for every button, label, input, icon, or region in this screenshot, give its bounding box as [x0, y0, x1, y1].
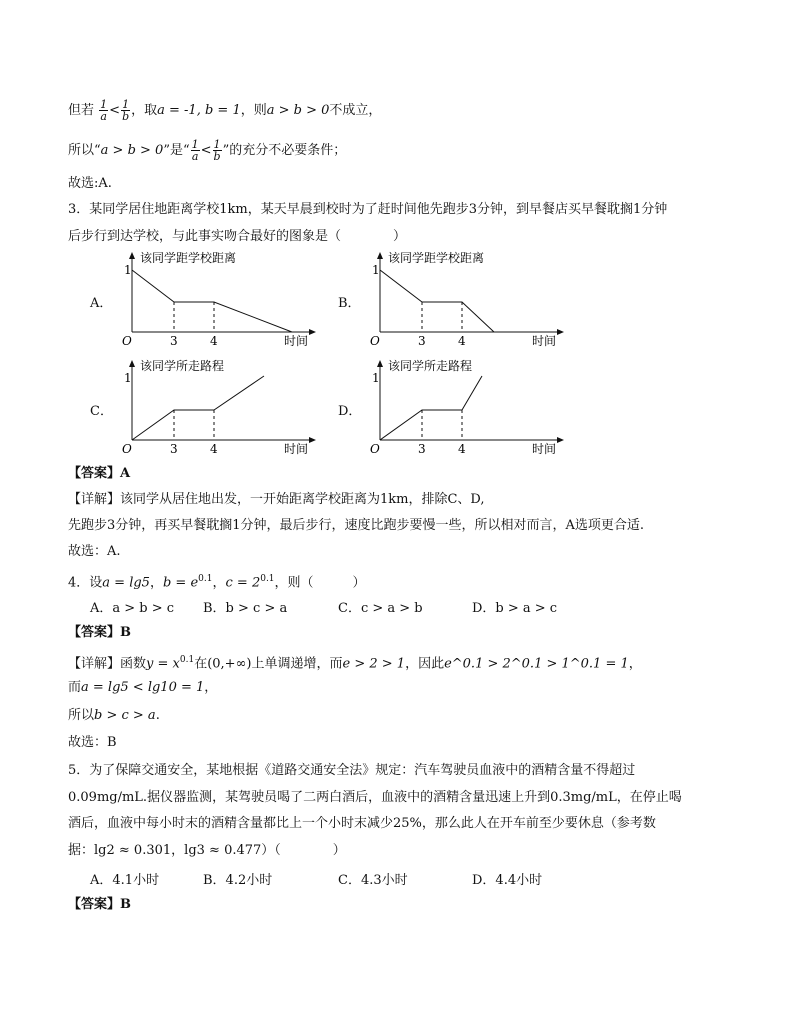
q4-option-a: A．a > b > c	[90, 601, 175, 616]
graph-a-letter: A．	[90, 296, 113, 311]
detail-3-line-1: 【详解】该同学从居住地出发，一开始距离学校距离为1km，排除C、D,	[68, 492, 485, 507]
graph-b-x-label: 时间	[532, 334, 557, 348]
graph-d-x-tick-4: 4	[458, 442, 466, 456]
graph-a-x-tick-4: 4	[210, 334, 218, 348]
graph-d-x-tick-3: 3	[418, 442, 426, 456]
graph-b-origin: O	[370, 334, 380, 348]
graph-c-title: 该同学所走路程	[140, 359, 225, 373]
graph-a	[112, 250, 322, 350]
graph-b-title: 该同学距学校距离	[388, 251, 485, 265]
graph-c-x-tick-4: 4	[210, 442, 218, 456]
graph-a-y-tick: 1	[124, 263, 132, 277]
q4-option-b: B．b > c > a	[203, 601, 288, 616]
graph-c-y-tick: 1	[124, 371, 132, 385]
graph-a-title: 该同学距学校距离	[140, 251, 237, 265]
answer-5: 【答案】B	[68, 897, 131, 912]
answer-4: 【答案】B	[68, 625, 131, 640]
question-5-line-1: 5．为了保障交通安全，某地根据《道路交通安全法》规定：汽车驾驶员血液中的酒精含量不得超过	[68, 763, 636, 778]
graph-b-x-tick-4: 4	[458, 334, 466, 348]
question-4: 4．设a = lg5，$b = e^{0.1}$，$c = 2^{0.1}$，则（ ）	[68, 574, 366, 591]
graph-d-x-label: 时间	[532, 442, 557, 456]
question-3-line-2: 后步行到达学校，与此事实吻合最好的图象是（ ）	[68, 229, 407, 244]
graph-d-title: 该同学所走路程	[388, 359, 473, 373]
line-1: 但若 $\frac{1}{a}$ < $\frac{1}{b}$ ，取a = -1, b = 1，则a > b > 0不成立，	[68, 98, 382, 123]
question-5-line-2: 0.09mg/mL.据仪器监测，某驾驶员喝了二两白酒后，血液中的酒精含量迅速上升到0.3mg/mL，在停止喝	[68, 790, 682, 805]
graph-a-origin: O	[122, 334, 132, 348]
q5-option-c: C．4.3小时	[338, 873, 408, 888]
detail-4-line-2: 而a = lg5 < lg10 = 1，	[68, 680, 218, 695]
graph-d-origin: O	[370, 442, 380, 456]
graph-d	[360, 358, 570, 458]
answer-choice-line: 故选:A.	[68, 176, 112, 191]
question-5-line-4: 据：lg2 ≈ 0.301，lg3 ≈ 0.477）（ ）	[68, 843, 346, 858]
fraction-1-over-b-2: $\frac{1}{b}$	[213, 138, 221, 163]
graph-b-letter: B．	[338, 296, 361, 311]
graph-c-x-tick-3: 3	[170, 442, 178, 456]
graph-c	[112, 358, 322, 458]
graph-b-y-tick: 1	[372, 263, 380, 277]
graph-c-letter: C．	[90, 404, 113, 419]
fraction-1-over-a-2: $\frac{1}{a}$	[191, 138, 199, 163]
q4-option-d: D．b > a > c	[472, 601, 558, 616]
graph-c-origin: O	[122, 442, 132, 456]
q5-option-d: D．4.4小时	[472, 873, 543, 888]
answer-3: 【答案】A	[68, 466, 131, 481]
detail-3-line-2: 先跑步3分钟，再买早餐耽搁1分钟，最后步行，速度比跑步要慢一些，所以相对而言，A选项更合适.	[68, 518, 645, 533]
detail-4-line-1: 【详解】函数$y = x^{0.1}$在(0,+∞)上单调递增，而e > 2 > 1，因此e^0.1 > 2^0.1 > 1^0.1 = 1，	[68, 655, 642, 672]
detail-4-line-3: 所以b > c > a.	[68, 708, 160, 723]
detail-4-line-4: 故选：B	[68, 735, 117, 750]
q5-option-a: A．4.1小时	[90, 873, 160, 888]
detail-3-line-3: 故选：A.	[68, 544, 121, 559]
question-3-line-1: 3．某同学居住地距离学校1km，某天早晨到校时为了赶时间他先跑步3分钟，到早餐店买早餐耽搁1分钟	[68, 202, 668, 217]
question-5-line-3: 酒后，血液中每小时末的酒精含量都比上一个小时末减少25%，那么此人在开车前至少要休息（参考数	[68, 816, 656, 831]
q5-option-b: B．4.2小时	[203, 873, 273, 888]
graph-b	[360, 250, 570, 350]
fraction-1-over-a: $\frac{1}{a}$	[100, 98, 108, 123]
graph-d-y-tick: 1	[372, 371, 380, 385]
q4-option-c: C．c > a > b	[338, 601, 423, 616]
graph-a-x-tick-3: 3	[170, 334, 178, 348]
graph-c-x-label: 时间	[284, 442, 309, 456]
graph-a-x-label: 时间	[284, 334, 309, 348]
graph-b-x-tick-3: 3	[418, 334, 426, 348]
graph-d-letter: D．	[338, 404, 362, 419]
fraction-1-over-b: $\frac{1}{b}$	[122, 98, 130, 123]
line-2: 所以“a > b > 0”是“ $\frac{1}{a}$ < $\frac{1}{b}$ ”的充分不必要条件；	[68, 138, 347, 163]
